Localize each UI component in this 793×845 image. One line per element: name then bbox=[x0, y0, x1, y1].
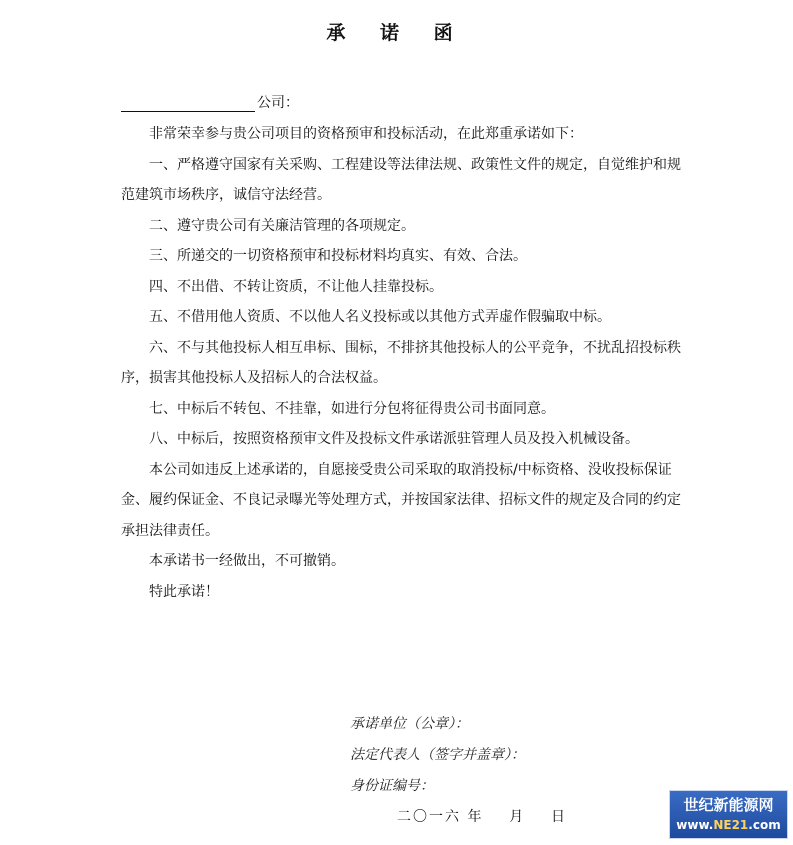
document-title: 承 诺 函 bbox=[326, 22, 467, 44]
signature-representative: 法定代表人（签字并盖章）： bbox=[350, 747, 525, 763]
signature-date: 二〇一六 年 月 日 bbox=[397, 809, 568, 825]
addressee-suffix: 公司： bbox=[257, 95, 299, 111]
watermark-url bbox=[670, 816, 787, 834]
site-watermark bbox=[669, 790, 788, 839]
addressee-blank bbox=[121, 97, 255, 112]
signature-unit: 承诺单位（公章）： bbox=[350, 716, 469, 732]
paragraph-item-4: 四、不出借、不转让资质，不让他人挂靠投标。 bbox=[149, 278, 443, 295]
paragraph-intro: 非常荣幸参与贵公司项目的资格预审和投标活动，在此郑重承诺如下： bbox=[149, 126, 583, 142]
document-body bbox=[121, 119, 681, 607]
paragraph-item-8: 八、中标后，按照资格预审文件及投标文件承诺派驻管理人员及投入机械设备。 bbox=[149, 431, 639, 447]
paragraph-item-2: 二、遵守贵公司有关廉洁管理的各项规定。 bbox=[149, 217, 415, 234]
paragraph-item-5: 五、不借用他人资质、不以他人名义投标或以其他方式弄虚作假骗取中标。 bbox=[149, 309, 611, 325]
paragraph-liability: 本公司如违反上述承诺的，自愿接受贵公司采取的取消投标/中标资格、没收投标保证金、履约保证金、不良记录曝光等处理方式，并按国家法律、招标文件的规定及合同的约定承担法律责任。 bbox=[121, 461, 681, 539]
watermark-url-suffix: .com bbox=[748, 818, 781, 832]
watermark-site-name: 世纪新能源网 bbox=[683, 796, 774, 814]
paragraph-item-3: 三、所递交的一切资格预审和投标材料均真实、有效、合法。 bbox=[149, 248, 527, 264]
watermark-url-prefix: www. bbox=[676, 818, 714, 832]
paragraph-irrevocable: 本承诺书一经做出，不可撤销。 bbox=[149, 553, 345, 569]
paragraph-item-1: 一、严格遵守国家有关采购、工程建设等法律法规、政策性文件的规定，自觉维护和规范建筑市场秩序，诚信守法经营。 bbox=[121, 156, 681, 203]
paragraph-closing: 特此承诺！ bbox=[149, 583, 219, 600]
signature-id-number: 身份证编号： bbox=[350, 778, 434, 794]
paragraph-item-6: 六、不与其他投标人相互串标、围标，不排挤其他投标人的公平竞争，不扰乱招投标秩序，损害其他投标人及招标人的合法权益。 bbox=[121, 339, 681, 386]
addressee-line bbox=[121, 92, 299, 112]
watermark-url-brand: NE21 bbox=[713, 818, 749, 832]
paragraph-item-7: 七、中标后不转包、不挂靠，如进行分包将征得贵公司书面同意。 bbox=[149, 400, 555, 417]
